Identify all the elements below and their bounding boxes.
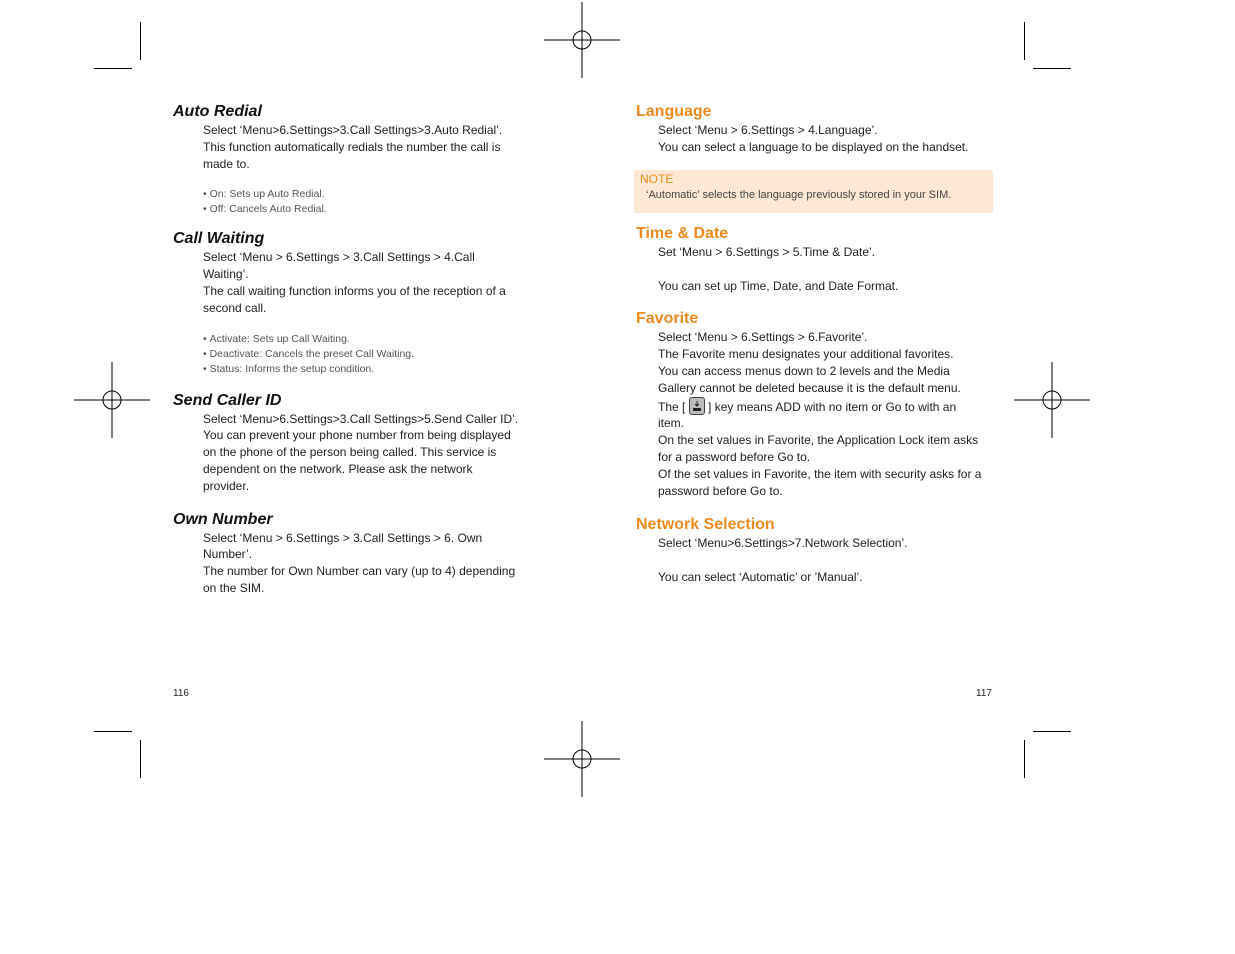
- network-selection-text: [658, 535, 996, 585]
- right-page-language: [636, 102, 996, 156]
- text-line: made to.: [203, 156, 250, 171]
- note-box: [634, 170, 993, 213]
- favorite-text: [658, 329, 996, 499]
- text-line: on the phone of the person being called. This service is: [203, 445, 497, 460]
- section-heading-send-caller-id: Send Caller ID: [173, 391, 282, 409]
- crop-mark: [1033, 731, 1071, 732]
- text-line: Select ‘Menu>6.Settings>3.Call Settings>3.Auto Redial’.: [203, 123, 503, 137]
- text-line: You can select a language to be displayed on the handset.: [658, 139, 969, 154]
- left-page: [173, 102, 533, 597]
- text-line: Select ‘Menu > 6.Settings > 3.Call Settings > 6. Own: [203, 530, 483, 545]
- text-line: Select ‘Menu>6.Settings>3.Call Settings>5.Send Caller ID’.: [203, 411, 519, 426]
- section-heading-favorite: Favorite: [636, 310, 699, 328]
- registration-mark-icon: [1014, 362, 1090, 438]
- registration-mark-icon: [74, 362, 150, 438]
- crop-mark: [1024, 22, 1025, 60]
- text-line: You can prevent your phone number from being displayed: [203, 428, 511, 443]
- section-heading-auto-redial: Auto Redial: [173, 103, 262, 120]
- text-line: Waiting’.: [203, 267, 249, 282]
- text-line: Select ‘Menu>6.Settings>7.Network Selection’.: [658, 536, 908, 551]
- ok-key-icon: [689, 397, 705, 415]
- own-number-text: [203, 530, 533, 597]
- text-line-with-key: [658, 397, 996, 416]
- text-line: item.: [658, 416, 685, 431]
- list-item: • Deactivate: Cancels the preset Call Waiting.: [203, 347, 533, 362]
- note-title: NOTE: [640, 172, 674, 186]
- page-number-right: 117: [976, 688, 992, 699]
- text-line: Of the set values in Favorite, the item with security asks for a: [658, 466, 982, 481]
- text-line: Select ‘Menu > 6.Settings > 4.Language’.: [658, 123, 878, 137]
- section-heading-language: Language: [636, 103, 712, 120]
- text-line: Set ‘Menu > 6.Settings > 5.Time & Date’.: [658, 245, 875, 259]
- right-page-main: [636, 224, 996, 586]
- text-line: This function automatically redials the number the call is: [203, 139, 501, 154]
- section-heading-own-number: Own Number: [173, 510, 273, 528]
- text-fragment: ] key means ADD with no item or Go to with an: [708, 399, 957, 414]
- list-item: • Status: Informs the setup condition.: [203, 362, 533, 377]
- call-waiting-options: [203, 332, 533, 377]
- time-date-text: [658, 244, 996, 294]
- note-text: ‘Automatic’ selects the language previously stored in your SIM.: [646, 189, 952, 201]
- text-line: Select ‘Menu > 6.Settings > 3.Call Settings > 4.Call: [203, 250, 475, 265]
- list-item: • On: Sets up Auto Redial.: [203, 187, 533, 202]
- text-line: You can set up Time, Date, and Date Format.: [658, 278, 899, 293]
- crop-mark: [94, 731, 132, 732]
- text-line: You can access menus down to 2 levels and the Media: [658, 363, 950, 378]
- text-line: provider.: [203, 478, 250, 493]
- text-line: The call waiting function informs you of the reception of a: [203, 283, 506, 298]
- crop-mark: [1033, 68, 1071, 69]
- call-waiting-text: [203, 249, 533, 316]
- page-number-left: 116: [173, 688, 189, 699]
- auto-redial-options: [203, 187, 533, 217]
- text-line: dependent on the network. Please ask the network: [203, 461, 473, 476]
- text-line: password before Go to.: [658, 483, 783, 498]
- list-item: • Activate: Sets up Call Waiting.: [203, 332, 533, 347]
- registration-mark-icon: [544, 2, 620, 78]
- crop-mark: [140, 22, 141, 60]
- text-line: You can select ‘Automatic’ or ’Manual’.: [658, 569, 863, 584]
- text-line: second call.: [203, 300, 267, 315]
- section-heading-call-waiting: Call Waiting: [173, 230, 265, 248]
- text-fragment: The [: [658, 399, 686, 414]
- crop-mark: [140, 740, 141, 778]
- crop-mark: [1024, 740, 1025, 778]
- text-line: Gallery cannot be deleted because it is the default menu.: [658, 380, 961, 395]
- registration-mark-icon: [544, 721, 620, 797]
- send-caller-id-text: [203, 411, 533, 495]
- section-heading-time-date: Time & Date: [636, 225, 729, 242]
- auto-redial-text: [203, 122, 533, 172]
- crop-mark: [94, 68, 132, 69]
- text-line: The number for Own Number can vary (up to 4) depending: [203, 564, 516, 579]
- list-item: • Off: Cancels Auto Redial.: [203, 202, 533, 217]
- language-text: [658, 122, 996, 156]
- text-line: on the SIM.: [203, 580, 265, 595]
- text-line: for a password before Go to.: [658, 449, 811, 464]
- section-heading-network-selection: Network Selection: [636, 516, 775, 534]
- text-line: On the set values in Favorite, the Application Lock item asks: [658, 433, 979, 448]
- text-line: The Favorite menu designates your additional favorites.: [658, 347, 954, 362]
- text-line: Number’.: [203, 547, 253, 562]
- text-line: Select ‘Menu > 6.Settings > 6.Favorite’.: [658, 330, 868, 345]
